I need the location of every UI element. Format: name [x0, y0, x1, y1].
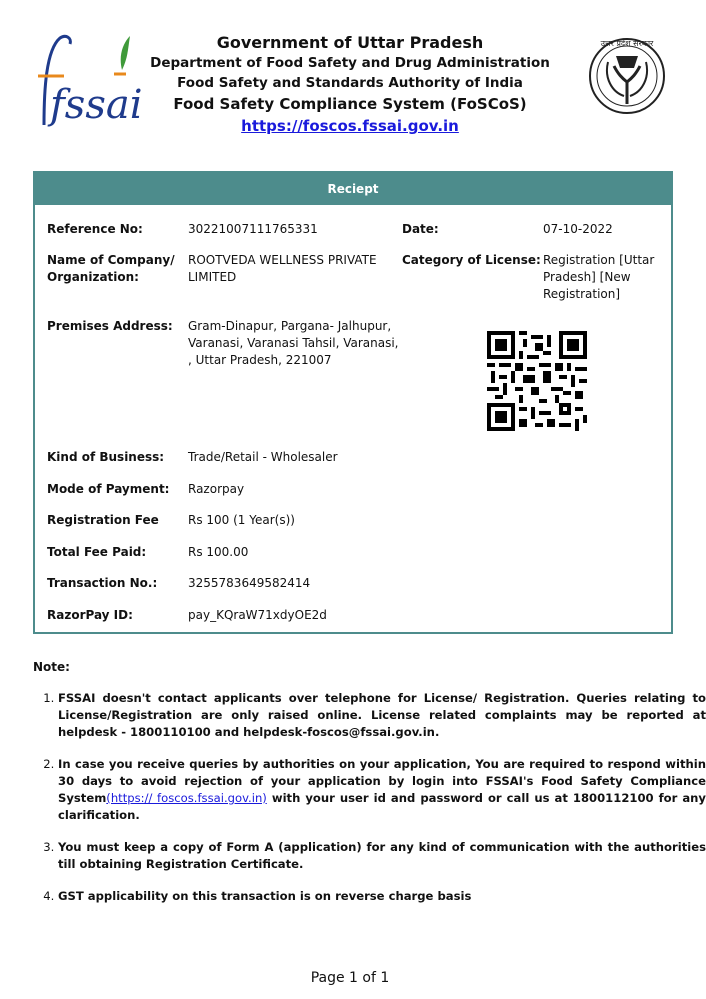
transaction-label: Transaction No.: — [47, 576, 158, 590]
premises-label: Premises Address: — [47, 319, 173, 333]
category-label: Category of License: — [402, 253, 541, 267]
notes-list — [28, 690, 706, 920]
svg-text:fssai: fssai — [50, 82, 143, 128]
receipt-panel — [33, 171, 673, 634]
premises-value: Gram-Dinapur, Pargana- Jalhupur, Varanasi, Varanasi Tahsil, Varanasi, , Uttar Pradesh, 221007 — [188, 319, 399, 367]
reference-value: 30221007111765331 — [188, 222, 318, 236]
total-value: Rs 100.00 — [188, 545, 249, 559]
note-item: 1. FSSAI doesn't contact applicants over telephone for License/ Registration. Queries relating to License/Registration are only raised online. License related complaints may be reported at helpdesk - 1800110100 and helpdesk-foscos@fssai.gov.in. — [58, 690, 706, 741]
header-authority: Food Safety and Standards Authority of India — [177, 75, 523, 91]
date-value: 07-10-2022 — [543, 222, 613, 236]
note-item2-text-end: with your user id and password or call us at 1800112100 for any clarification. — [58, 791, 706, 822]
receipt-title: Reciept — [35, 173, 671, 205]
note-item: 3. You must keep a copy of Form A (application) for any kind of communication with the authorities till obtaining Registration Certificate. — [58, 839, 706, 873]
razorpay-label: RazorPay ID: — [47, 608, 133, 622]
company-label: Name of Company/ Organization: — [47, 253, 175, 284]
company-value: ROOTVEDA WELLNESS PRIVATE LIMITED — [188, 253, 377, 284]
fee-label: Registration Fee — [47, 513, 159, 527]
fssai-logo — [30, 30, 143, 130]
page-number: Page 1 of 1 — [310, 970, 390, 986]
date-label: Date: — [402, 222, 439, 236]
header-government: Government of Uttar Pradesh — [216, 33, 484, 52]
header-system: Food Safety Compliance System (FoSCoS) — [173, 95, 527, 113]
payment-value: Razorpay — [188, 482, 245, 496]
category-value: Registration [Uttar Pradesh] [New Registration] — [543, 253, 655, 301]
note-title: Note: — [33, 660, 70, 674]
uttar-pradesh-emblem — [578, 34, 676, 114]
svg-text:उत्तर प्रदेश सरकार: उत्तर प्रदेश सरकार — [600, 39, 654, 48]
business-label: Kind of Business: — [47, 450, 165, 464]
transaction-value: 3255783649582414 — [188, 576, 311, 590]
razorpay-value: pay_KQraW71xdyOE2d — [188, 608, 327, 622]
reference-label: Reference No: — [47, 222, 143, 236]
header-department: Department of Food Safety and Drug Administration — [150, 55, 550, 71]
note-item: 4. GST applicability on this transaction is on reverse charge basis — [58, 888, 706, 905]
header-url-link[interactable]: https://foscos.fssai.gov.in — [241, 117, 459, 135]
foscos-link[interactable]: (https:// foscos.fssai.gov.in) — [106, 791, 267, 805]
note-item — [58, 756, 706, 824]
qr-code-icon — [487, 331, 587, 431]
payment-label: Mode of Payment: — [47, 482, 170, 496]
header — [140, 32, 560, 137]
business-value: Trade/Retail - Wholesaler — [188, 450, 338, 464]
fee-value: Rs 100 (1 Year(s)) — [188, 513, 295, 527]
note-item2-text: In case you receive queries by authorities on your application, You are required to respond within 30 days to avoid rejection of your application by login into FSSAI's Food Safety Compliance System — [58, 757, 706, 805]
total-label: Total Fee Paid: — [47, 545, 147, 559]
